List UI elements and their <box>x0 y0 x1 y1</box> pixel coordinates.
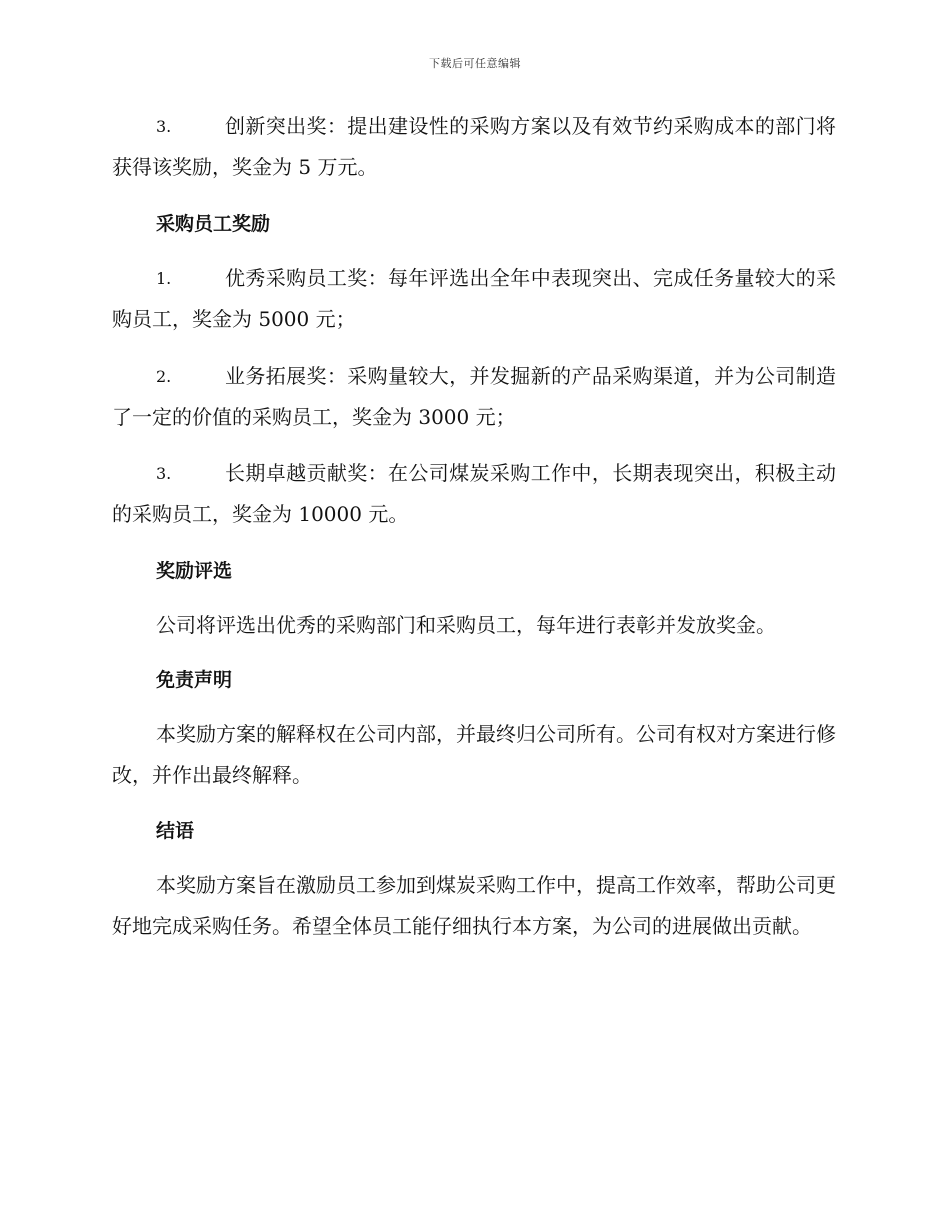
section-heading-selection: 奖励评选 <box>156 560 233 582</box>
list-number: 2. <box>156 367 172 386</box>
section-heading-conclusion: 结语 <box>156 820 195 842</box>
list-item-staff-award-3 <box>112 453 836 535</box>
list-text: 长期卓越贡献奖：在公司煤炭采购工作中，长期表现突出，积极主动的采购员工，奖金为 10000 元。 <box>112 461 836 526</box>
header-note: 下载后可任意编辑 <box>429 57 521 70</box>
list-number: 3. <box>156 464 172 483</box>
list-item-staff-award-2 <box>112 356 836 438</box>
list-item-staff-award-1 <box>112 258 836 340</box>
list-number: 1. <box>156 269 172 288</box>
section-heading-staff-awards: 采购员工奖励 <box>156 213 271 235</box>
list-text: 优秀采购员工奖：每年评选出全年中表现突出、完成任务量较大的采购员工，奖金为 5000 元； <box>112 266 836 331</box>
paragraph-conclusion: 本奖励方案旨在激励员工参加到煤炭采购工作中，提高工作效率，帮助公司更好地完成采购任务。希望全体员工能仔细执行本方案，为公司的进展做出贡献。 <box>112 873 836 938</box>
paragraph-disclaimer: 本奖励方案的解释权在公司内部，并最终归公司所有。公司有权对方案进行修改，并作出最终解释。 <box>112 722 836 787</box>
list-text: 创新突出奖：提出建设性的采购方案以及有效节约采购成本的部门将获得该奖励，奖金为 5 万元。 <box>112 114 836 179</box>
list-text: 业务拓展奖：采购量较大，并发掘新的产品采购渠道，并为公司制造了一定的价值的采购员工，奖金为 3000 元； <box>112 364 836 429</box>
list-number: 3. <box>156 117 172 136</box>
section-heading-disclaimer: 免责声明 <box>156 669 233 691</box>
paragraph-selection: 公司将评选出优秀的采购部门和采购员工，每年进行表彰并发放奖金。 <box>156 613 776 637</box>
list-item-dept-award-3 <box>112 106 836 188</box>
